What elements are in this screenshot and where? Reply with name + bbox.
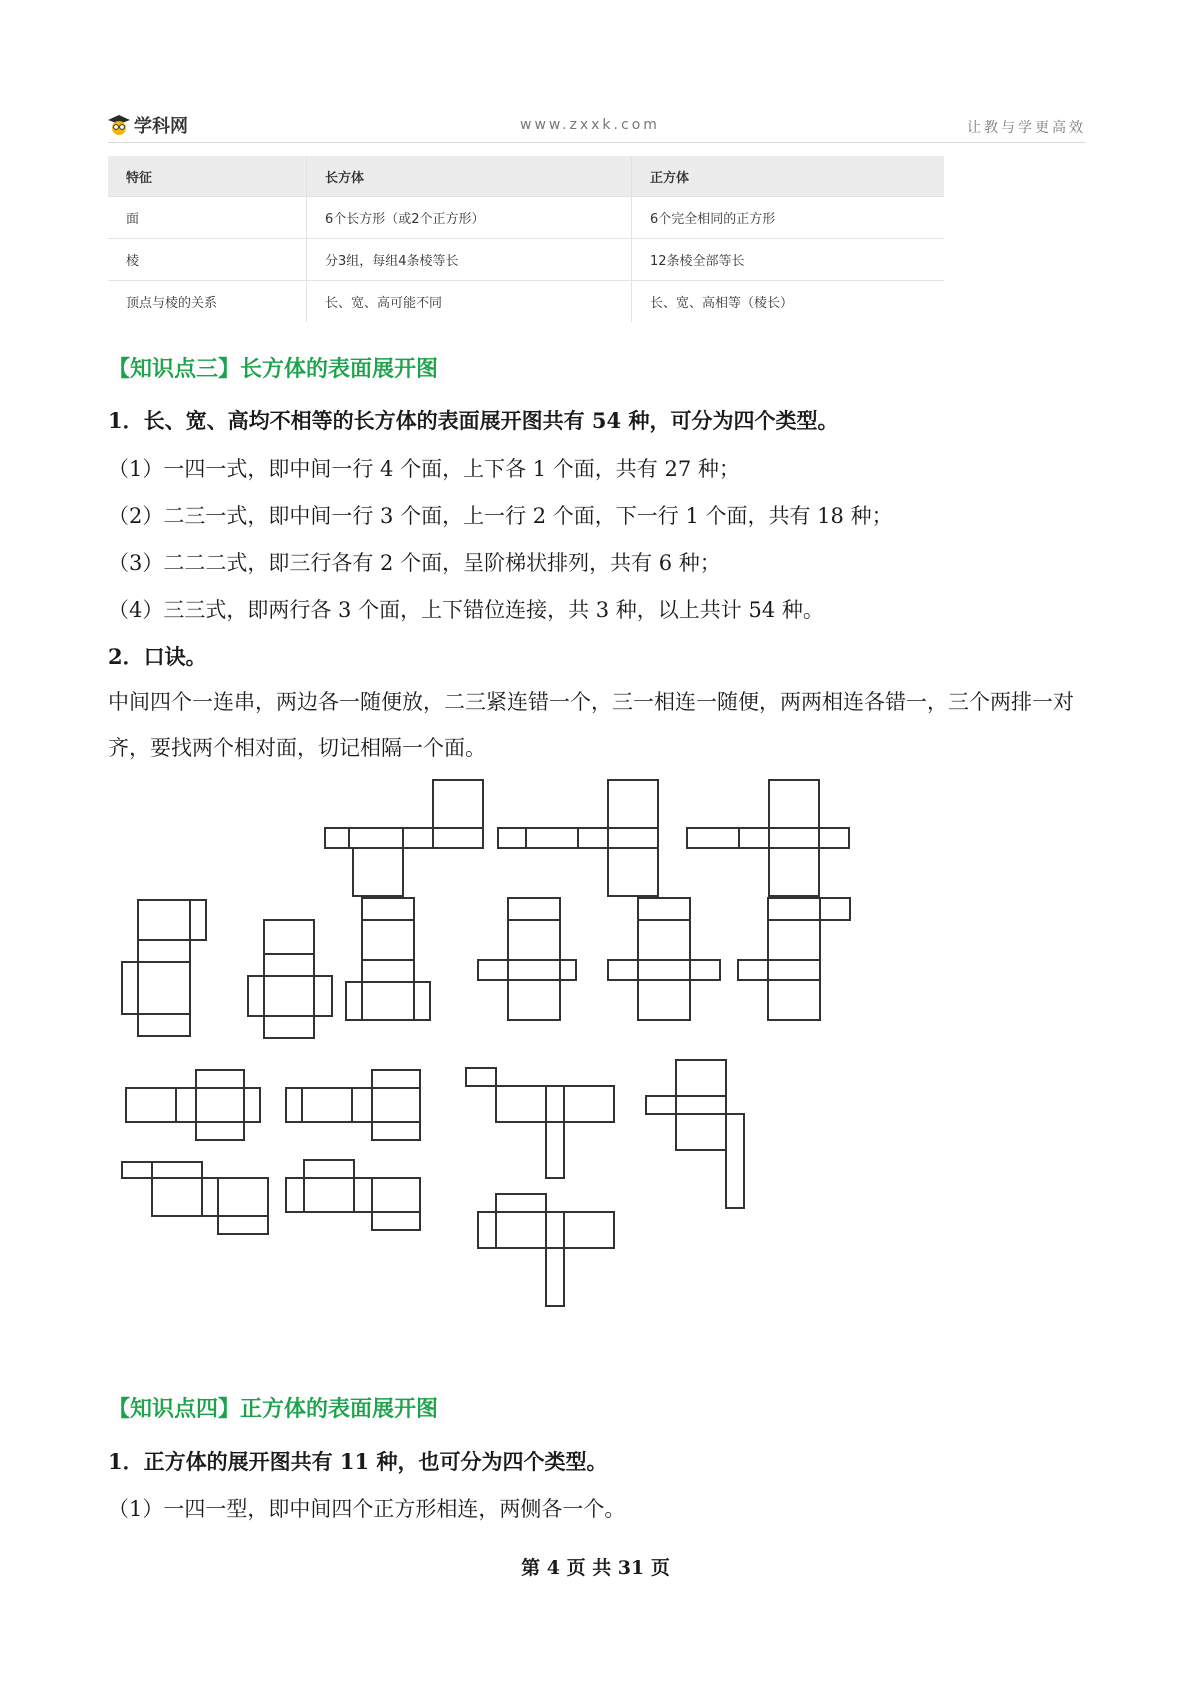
net-diagram — [126, 1070, 260, 1140]
section-title: 【知识点四】正方体的表面展开图 — [108, 1397, 439, 1422]
table-cell: 6个完全相同的正方形 — [632, 197, 945, 239]
text-line: （1）一四一型，即中间四个正方形相连，两侧各一个。 — [108, 1497, 626, 1521]
net-diagram — [286, 1160, 420, 1230]
net-diagram — [738, 898, 850, 1020]
page-footer: 第 4 页 共 31 页 — [521, 1557, 670, 1579]
text-line: （2）二三一式，即中间一行 3 个面，上一行 2 个面，下一行 1 个面，共有 18 种； — [108, 504, 893, 528]
table-cell: 12条棱全部等长 — [632, 239, 945, 281]
table-header-cell: 正方体 — [632, 156, 945, 197]
owl-logo-icon — [108, 115, 130, 135]
table-cell: 面 — [108, 197, 307, 239]
net-diagram — [478, 898, 576, 1020]
cuboid-nets-figure — [0, 770, 1191, 1350]
table-cell: 6个长方形（或2个正方形） — [307, 197, 632, 239]
table-header-cell: 特征 — [108, 156, 307, 197]
net-diagram — [478, 1194, 614, 1306]
site-url: www.zxxk.com — [520, 117, 660, 133]
table-cell: 顶点与棱的关系 — [108, 281, 307, 323]
table-header-row — [108, 156, 944, 197]
table-cell: 长、宽、高相等（棱长） — [632, 281, 945, 323]
net-diagram — [286, 1070, 420, 1140]
page-header — [108, 112, 1086, 143]
table-row — [108, 197, 944, 239]
mnemonic-paragraph: 中间四个一连串，两边各一随便放，二三紧连错一个，三一相连一随便，两两相连各错一，三个两排一对齐，要找两个相对面，切记相隔一个面。 — [108, 690, 1074, 760]
net-diagram — [608, 898, 720, 1020]
net-diagram — [122, 1162, 268, 1234]
table-row — [108, 281, 944, 323]
table-cell: 棱 — [108, 239, 307, 281]
net-diagram — [466, 1068, 614, 1178]
table-header-cell: 长方体 — [307, 156, 632, 197]
net-diagram — [248, 920, 332, 1038]
net-diagram — [687, 780, 849, 896]
logo-text: 学科网 — [134, 116, 188, 137]
net-diagram — [646, 1060, 744, 1208]
net-diagram — [122, 900, 206, 1036]
text-line: （1）一四一式，即中间一行 4 个面，上下各 1 个面，共有 27 种； — [108, 457, 740, 481]
text-line: （3）二二二式，即三行各有 2 个面，呈阶梯状排列，共有 6 种； — [108, 551, 721, 575]
item-title: 1．正方体的展开图共有 11 种，也可分为四个类型。 — [108, 1449, 608, 1474]
net-diagram — [498, 780, 658, 896]
slogan: 让教与学更高效 — [967, 120, 1086, 136]
section-title: 【知识点三】长方体的表面展开图 — [108, 357, 439, 382]
item-title: 1．长、宽、高均不相等的长方体的表面展开图共有 54 种，可分为四个类型。 — [108, 408, 839, 433]
comparison-table — [108, 156, 944, 322]
text-line: （4）三三式，即两行各 3 个面，上下错位连接，共 3 种，以上共计 54 种。 — [108, 598, 824, 622]
logo — [108, 112, 188, 138]
table-cell: 分3组，每组4条棱等长 — [307, 239, 632, 281]
net-diagram — [325, 780, 483, 896]
net-diagram — [346, 898, 430, 1020]
item-title: 2．口诀。 — [108, 644, 207, 669]
table-row — [108, 239, 944, 281]
table-cell: 长、宽、高可能不同 — [307, 281, 632, 323]
